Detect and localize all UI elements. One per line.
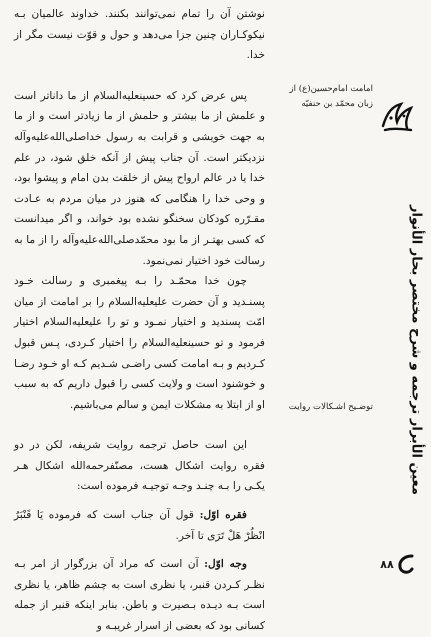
- paragraph-1: نوشتن آن را تمام نمی‌توانند بکنند. خداوند عالمیان بـه نیکوکـاران چنین جزا می‌دهد و حول و قوّت نیست مگر از خدا.: [14, 8, 265, 62]
- paragraph-4: این است حاصل ترجمه روایت شریفه، لکن در دو فقره روایت اشکال هست، مصنّفرحمه‌الله اشکال هـر یکـی را بـه چنـد وجـه توجیـه فرموده است:: [14, 439, 265, 493]
- paragraph-5: [14, 505, 265, 546]
- paragraph-6: [14, 554, 265, 636]
- section-label-1: فقره اوّل:: [199, 509, 247, 522]
- section-text-1: قول آن جناب است که فرموده: [48, 509, 194, 522]
- calligraphy-icon: [377, 96, 417, 136]
- page-number: ۸۸: [380, 557, 394, 571]
- book-title: معین الأبرار ترجمه و شرح مختصر بحار الأنوار: [408, 205, 424, 495]
- main-text: [14, 4, 265, 637]
- paragraph-2: پس عرض کرد که حسینعلیه‌السلام از ما داناتر است و علمش از ما بیشتر و حلمش از ما زیادتر است و از ما به جهت خویشی و قرابت به رسول خداصلی‌الله‌علیه‌وآله نزدیکتر است. آن جناب پیش از آنکه خلق شود، در علم خدا یا در عالم ارواح پیش از خلقت بدن امام و پیشوا بود، و وحی خدا را هنگامی که هنوز در میان مردم به عـادت مقـرّره کودکان سخنگو نشده بود خواند، و اگر میدانست که کسی بهتـر از ما بود محمّدصلی‌الله‌علیه‌وآله را از ما به رسالت خود اختیار نمی‌نمود.: [14, 89, 265, 267]
- section-text-2: آن است که مراد آن بزرگوار از امر بـه نظـر کـردن قنبر، یا نظری است به چشم ظاهر، یا نظری است بـه دیـده بـصیرت و باطن. بنابر اینکه قنبر از جمله کسانی بود که بعضی از اسرار غریبـه و: [14, 558, 265, 633]
- section-label-2: وجه اوّل:: [204, 558, 248, 571]
- margin-note-clarification: توضـیح اشـکالات روایت: [288, 402, 373, 412]
- page-number-badge: [377, 548, 419, 580]
- section-end-1: تا آخر.: [175, 529, 204, 542]
- arabic-quote: يَا قَنْبَرُ انْظُرْ هَلْ تَرَى: [14, 509, 265, 542]
- margin-note-imamat: امامت امام‌حسین(ع) از زبان محمّد بن حنفیّه: [289, 84, 373, 109]
- ornament-icon: [396, 552, 416, 576]
- paragraph-3: چون خدا محمّـد را بـه پیغمبری و رسالت خـود پسنـدید و آن حضرت علیعلیه‌السلام را بر امامت از میان امّت پسندید و اختیار نمـود و تو را علیعلیه‌السلام اختیار فرمود و تو حسینعلیه‌السلام را اختیار کـردی، پـس قبول کـردیم و بـه امامت کسی راضـی شـدیم کـه او خـود رضـا و خوشنود است و ولایت کسی را قبول داریم که به سبب او از ابتلا به مشکلات ایمن و سالم می‌باشیم.: [14, 275, 265, 411]
